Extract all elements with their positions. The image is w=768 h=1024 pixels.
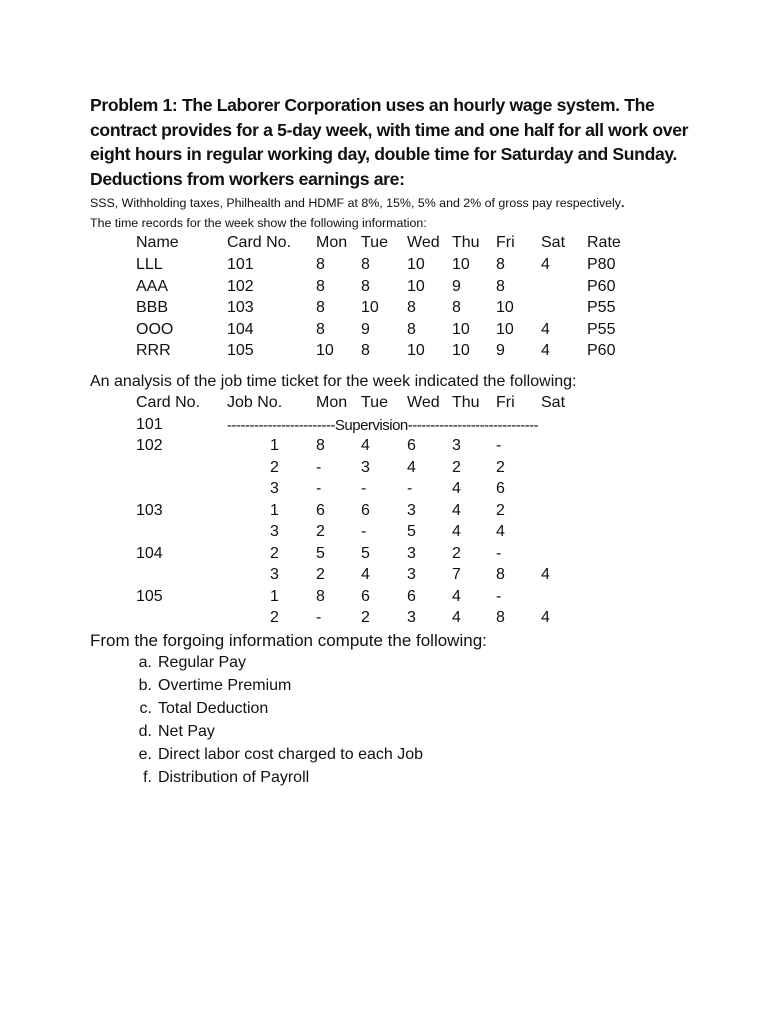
cell-fri: 8 [496,278,505,295]
cell-thu: 4 [452,480,461,497]
list-item-letter: d. [138,723,152,740]
cell-card-no: 105 [136,588,163,605]
header-thu: Thu [452,234,480,251]
cell-tue: 8 [361,256,370,273]
cell-wed: 3 [407,566,416,583]
cell-job-no: 1 [270,502,279,519]
cell-card-no: 101 [227,256,254,273]
cell-job-no: 2 [270,545,279,562]
cell-fri: - [496,588,502,605]
list-item-text: Direct labor cost charged to each Job [158,746,424,763]
cell-tue: 4 [361,566,370,583]
list-item-letter: f. [143,769,152,786]
list-item-text: Regular Pay [158,654,247,671]
cell-tue: 6 [361,588,370,605]
header-rate: Rate [587,234,621,251]
cell-wed: - [407,480,413,497]
cell-mon: - [316,609,322,626]
header-card-no: Card No. [227,234,292,251]
header-wed: Wed [407,394,440,411]
cell-mon: 8 [316,278,325,295]
cell-thu: 10 [452,342,470,359]
cell-fri: 9 [496,342,505,359]
cell-name: OOO [136,321,174,338]
cell-mon: 8 [316,256,325,273]
cell-fri: 2 [496,459,505,476]
cell-job-no: 3 [270,523,279,540]
cell-thu: 3 [452,437,461,454]
cell-job-no: 3 [270,480,279,497]
cell-tue: 8 [361,342,370,359]
cell-wed: 6 [407,588,416,605]
cell-mon: 2 [316,566,325,583]
problem-heading: Problem 1: The Laborer Corporation uses an hourly wage system. The contract provides for a 5-day week, with time and one half for all work over eight hours in regular working day, double time for Saturday and Sunday. Deductions from workers earnings are: [90,95,689,189]
cell-rate: P80 [587,256,616,273]
list-item-letter: c. [139,700,152,717]
header-fri: Fri [496,234,515,251]
cell-thu: 4 [452,523,461,540]
cell-wed: 10 [407,256,425,273]
cell-card-no: 101 [136,416,163,433]
cell-mon: 5 [316,545,325,562]
time-records-intro: The time records for the week show the following information: [90,216,427,230]
header-tue: Tue [361,234,388,251]
header-sat: Sat [541,234,566,251]
cell-wed: 8 [407,321,416,338]
cell-tue: 3 [361,459,370,476]
cell-thu: 2 [452,459,461,476]
cell-fri: 4 [496,523,505,540]
cell-wed: 5 [407,523,416,540]
cell-card-no: 102 [227,278,254,295]
cell-mon: 8 [316,321,325,338]
header-card-no: Card No. [136,394,201,411]
cell-card-no: 103 [136,502,163,519]
header-sat: Sat [541,394,566,411]
cell-thu: 4 [452,609,461,626]
cell-thu: 9 [452,278,461,295]
cell-mon: 6 [316,502,325,519]
header-name: Name [136,234,179,251]
cell-tue: - [361,480,367,497]
cell-thu: 2 [452,545,461,562]
cell-thu: 4 [452,502,461,519]
cell-fri: 10 [496,299,514,316]
cell-job-no: 2 [270,609,279,626]
cell-thu: 7 [452,566,461,583]
cell-job-no: 2 [270,459,279,476]
cell-sat: 4 [541,566,550,583]
cell-card-no: 105 [227,342,254,359]
cell-sat: 4 [541,609,550,626]
cell-name: AAA [136,278,169,295]
list-item-text: Overtime Premium [158,677,292,694]
cell-wed: 8 [407,299,416,316]
header-wed: Wed [407,234,440,251]
header-job-no: Job No. [227,394,283,411]
cell-tue: - [361,523,367,540]
cell-name: RRR [136,342,171,359]
cell-thu: 10 [452,256,470,273]
cell-job-no: 1 [270,588,279,605]
deductions-period: . [621,196,625,210]
cell-rate: P55 [587,321,616,338]
header-thu: Thu [452,394,480,411]
cell-rate: P55 [587,299,616,316]
cell-mon: - [316,480,322,497]
cell-fri: 6 [496,480,505,497]
cell-tue: 4 [361,437,370,454]
cell-wed: 3 [407,502,416,519]
cell-tue: 8 [361,278,370,295]
cell-sat: 4 [541,321,550,338]
cell-job-no: 3 [270,566,279,583]
cell-fri: 2 [496,502,505,519]
cell-mon: 8 [316,437,325,454]
deductions-text: SSS, Withholding taxes, Philhealth and HDMF at 8%, 15%, 5% and 2% of gross pay respectively [90,196,622,210]
header-mon: Mon [316,394,348,411]
cell-mon: 8 [316,588,325,605]
cell-card-no: 104 [136,545,163,562]
cell-card-no: 104 [227,321,254,338]
job-tickets-intro: An analysis of the job time ticket for the week indicated the following: [90,373,577,390]
list-item-letter: a. [138,654,152,671]
cell-wed: 3 [407,545,416,562]
cell-name: LLL [136,256,163,273]
list-item-letter: b. [138,677,152,694]
list-item-letter: e. [138,746,152,763]
header-fri: Fri [496,394,515,411]
header-mon: Mon [316,234,348,251]
cell-wed: 3 [407,609,416,626]
cell-mon: - [316,459,322,476]
cell-fri: 8 [496,566,505,583]
cell-rate: P60 [587,342,616,359]
cell-fri: - [496,437,502,454]
cell-sat: 4 [541,342,550,359]
cell-fri: 8 [496,256,505,273]
cell-sat: 4 [541,256,550,273]
list-item-text: Distribution of Payroll [158,769,310,786]
cell-thu: 10 [452,321,470,338]
cell-name: BBB [136,299,169,316]
cell-wed: 10 [407,342,425,359]
cell-thu: 4 [452,588,461,605]
cell-tue: 2 [361,609,370,626]
deductions-line [90,196,624,210]
cell-wed: 4 [407,459,416,476]
cell-thu: 8 [452,299,461,316]
list-item-text: Total Deduction [158,700,269,717]
cell-mon: 2 [316,523,325,540]
list-item-text: Net Pay [158,723,215,740]
cell-mon: 8 [316,299,325,316]
supervision-label: ------------------------Supervision----------------------------- [227,417,539,434]
cell-job-no: 1 [270,437,279,454]
cell-rate: P60 [587,278,616,295]
cell-tue: 5 [361,545,370,562]
cell-wed: 10 [407,278,425,295]
cell-tue: 10 [361,299,379,316]
header-tue: Tue [361,394,388,411]
cell-tue: 9 [361,321,370,338]
cell-wed: 6 [407,437,416,454]
compute-intro: From the forgoing information compute the following: [90,631,487,650]
cell-card-no: 103 [227,299,254,316]
cell-fri: 8 [496,609,505,626]
cell-mon: 10 [316,342,334,359]
cell-card-no: 102 [136,437,163,454]
cell-tue: 6 [361,502,370,519]
cell-fri: - [496,545,502,562]
cell-fri: 10 [496,321,514,338]
